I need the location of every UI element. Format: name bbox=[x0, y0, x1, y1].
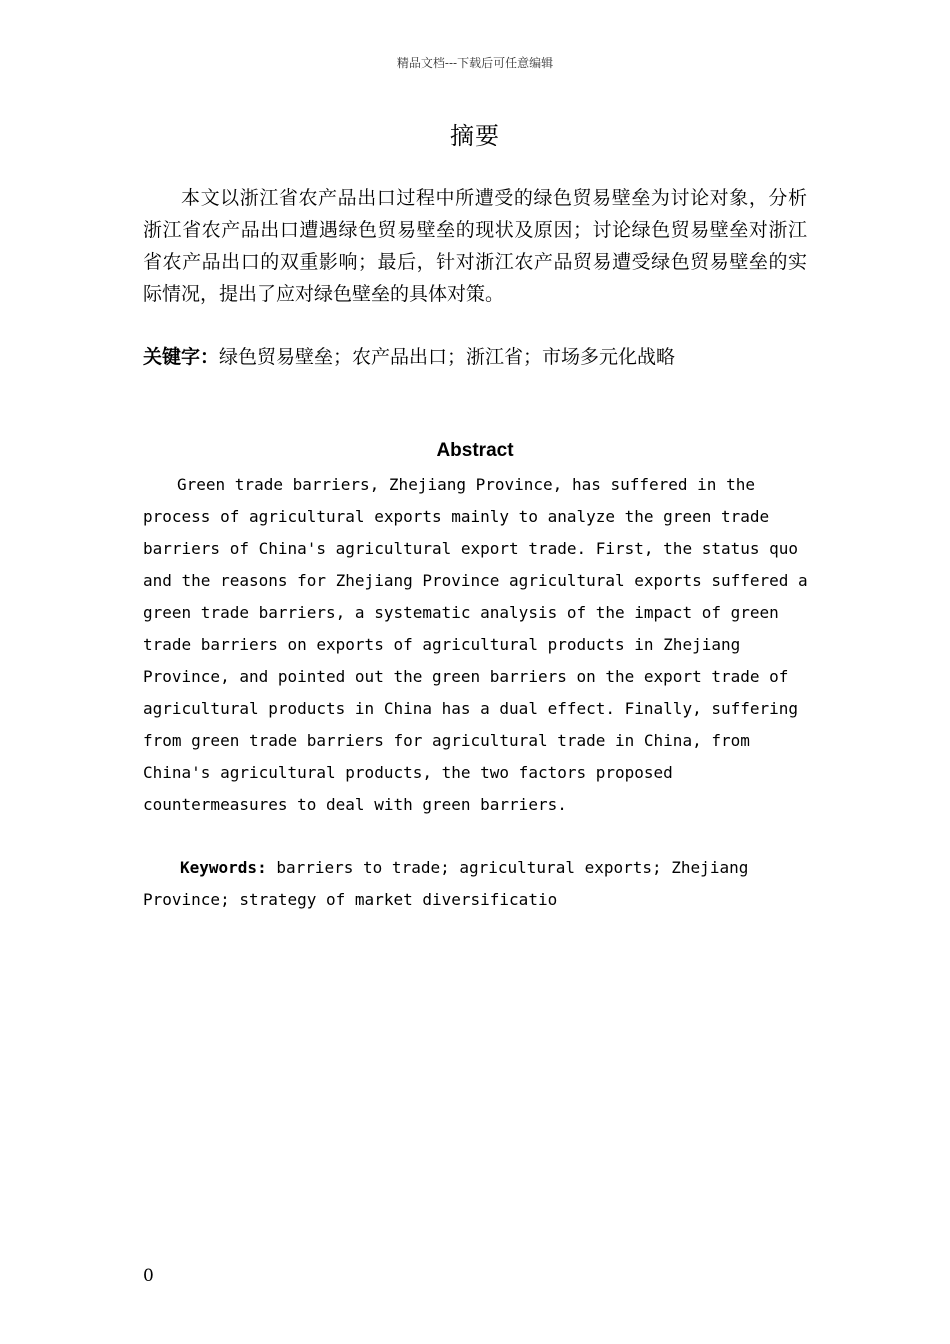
english-abstract-body: Green trade barriers, Zhejiang Province, has suffered in the process of agricultural exports mainly to analyze the green trade barriers of China's agricultural export trade. First, the status quo and the reasons for Zhejiang Province agricultural exports suffered a green trade barriers, a systematic analysis of the impact of green trade barriers on exports of agricultural products in Zhejiang Province, and pointed out the green barriers on the export trade of agricultural products in China has a dual effect. Finally, suffering from green trade barriers for agricultural trade in China, from China's agricultural products, the two factors proposed countermeasures to deal with green barriers. bbox=[143, 475, 808, 814]
english-keywords-label: Keywords: bbox=[180, 858, 267, 877]
chinese-abstract-title: 摘要 bbox=[450, 122, 500, 150]
chinese-abstract-body: 本文以浙江省农产品出口过程中所遭受的绿色贸易壁垒为讨论对象，分析浙江省农产品出口遭遇绿色贸易壁垒的现状及原因；讨论绿色贸易壁垒对浙江省农产品出口的双重影响；最后，针对浙江农产品贸易遭受绿色贸易壁垒的实际情况，提出了应对绿色壁垒的具体对策。 bbox=[143, 187, 807, 305]
chinese-keywords-label: 关键字： bbox=[143, 346, 220, 368]
english-keywords-text: barriers to trade; agricultural exports; Zhejiang Province; strategy of market diversificatio bbox=[143, 858, 749, 909]
english-abstract-title: Abstract bbox=[436, 440, 514, 461]
chinese-keywords-text: 绿色贸易壁垒；农产品出口；浙江省；市场多元化战略 bbox=[219, 346, 676, 368]
english-keywords bbox=[143, 852, 813, 916]
chinese-keywords bbox=[143, 341, 807, 373]
page-header: 精品文档---下载后可任意编辑 bbox=[396, 56, 554, 70]
page-number: 0 bbox=[143, 1266, 154, 1286]
